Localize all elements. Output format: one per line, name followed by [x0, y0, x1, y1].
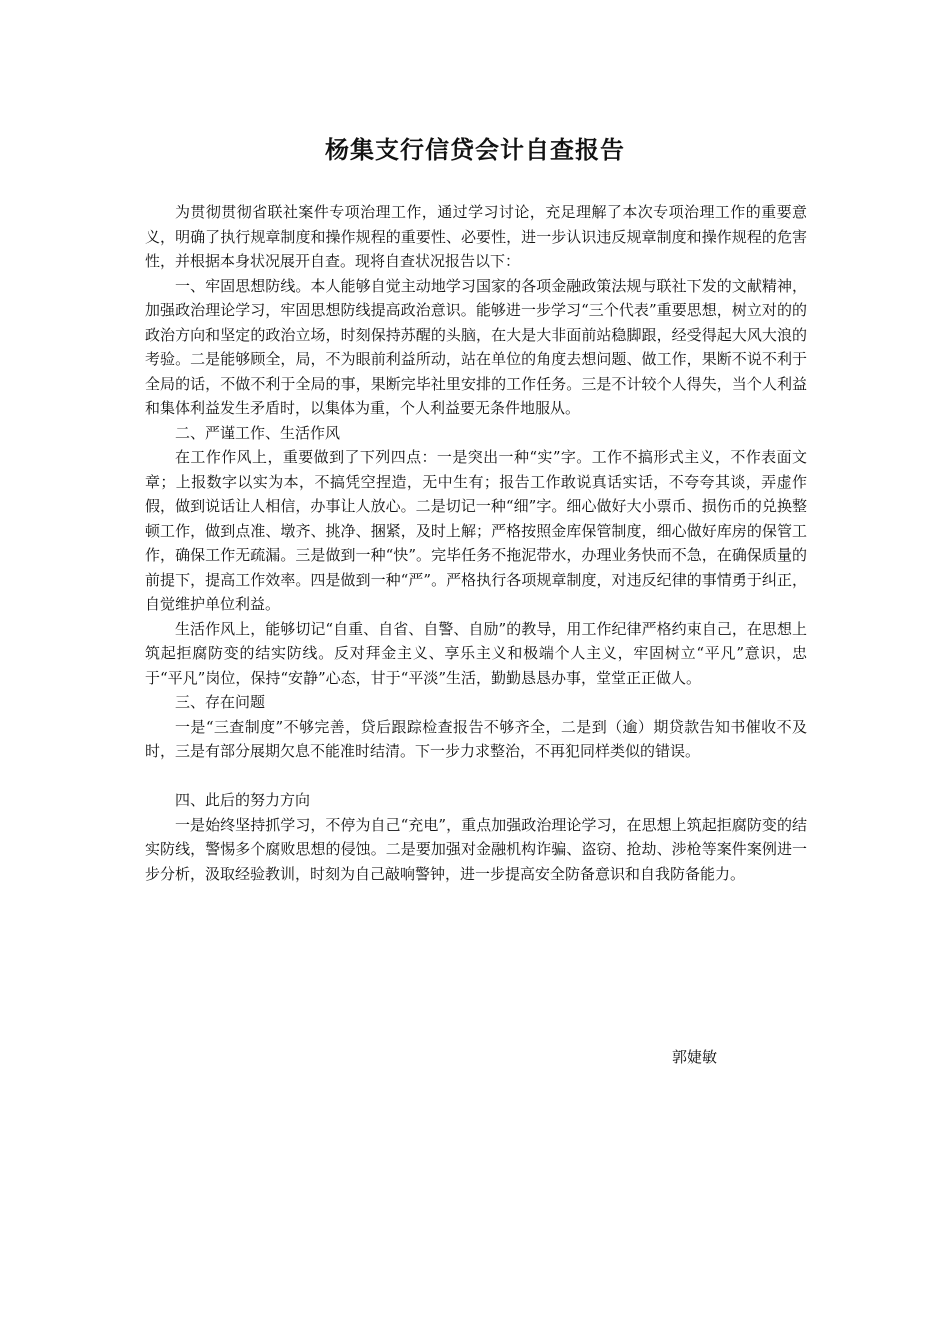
section4-heading: 四、此后的努力方向: [175, 791, 311, 809]
section3-paragraph: 一是“三查制度”不够完善，贷后跟踪检查报告不够齐全，二是到（逾）期贷款告知书催收不及时，三是有部分展期欠息不能准时结清。下一步力求整治，不再犯同样类似的错误。: [145, 717, 807, 760]
blank-line: [145, 764, 807, 789]
signature: 郭婕敏: [672, 1048, 718, 1066]
section2-work-paragraph: 在工作作风上，重要做到了下列四点：一是突出一种“实”字。工作不搞形式主义，不作表面文章；上报数字以实为本，不搞凭空捏造，无中生有；报告工作敢说真话实话，不夸夸其谈，弄虚作假，做到说话让人相信，办事让人放心。二是切记一种“细”字。细心做好大小票币、损伤币的兑换整顿工作，做到点准、墩齐、挑净、捆紧，及时上解；严格按照金库保管制度，细心做好库房的保管工作，确保工作无疏漏。三是做到一种“快”。完毕任务不拖泥带水，办理业务快而不急，在确保质量的前提下，提高工作效率。四是做到一种“严”。严格执行各项规章制度，对违反纪律的事情勇于纠正，自觉维护单位利益。: [145, 448, 807, 613]
section2-life-paragraph: 生活作风上，能够切记“自重、自省、自警、自励”的教导，用工作纪律严格约束自己，在思想上筑起拒腐防变的结实防线。反对拜金主义、享乐主义和极端个人主义，牢固树立“平凡”意识，忠于“平凡”岗位，保持“安静”心态，甘于“平淡”生活，勤勤恳恳办事，堂堂正正做人。: [145, 619, 807, 687]
section4-paragraph: 一是始终坚持抓学习，不停为自己“充电”，重点加强政治理论学习，在思想上筑起拒腐防变的结实防线，警惕多个腐败思想的侵蚀。二是要加强对金融机构诈骗、盗窃、抢劫、涉枪等案件案例进一步分析，汲取经验教训，时刻为自己敲响警钟，进一步提高安全防备意识和自我防备能力。: [145, 815, 807, 883]
report-body: [145, 200, 807, 886]
section1-paragraph: 一、牢固思想防线。本人能够自觉主动地学习国家的各项金融政策法规与联社下发的文献精神，加强政治理论学习，牢固思想防线提高政治意识。能够进一步学习“三个代表”重要思想，树立对的的政治方向和坚定的政治立场，时刻保持苏醒的头脑，在大是大非面前站稳脚跟，经受得起大风大浪的考验。二是能够顾全，局，不为眼前利益所动，站在单位的角度去想问题、做工作，果断不说不利于全局的话，不做不利于全局的事，果断完毕社里安排的工作任务。三是不计较个人得失，当个人利益和集体利益发生矛盾时，以集体为重，个人利益要无条件地服从。: [145, 276, 807, 417]
section2-heading: 二、严谨工作、生活作风: [175, 423, 341, 442]
report-title: 杨集支行信贷会计自查报告: [325, 136, 625, 164]
intro-paragraph: 为贯彻贯彻省联社案件专项治理工作，通过学习讨论，充足理解了本次专项治理工作的重要意义，明确了执行规章制度和操作规程的重要性、必要性，进一步认识违反规章制度和操作规程的危害性，并根据本身状况展开自查。现将自查状况报告以下：: [145, 203, 807, 270]
section3-heading: 三、存在问题: [175, 693, 266, 711]
